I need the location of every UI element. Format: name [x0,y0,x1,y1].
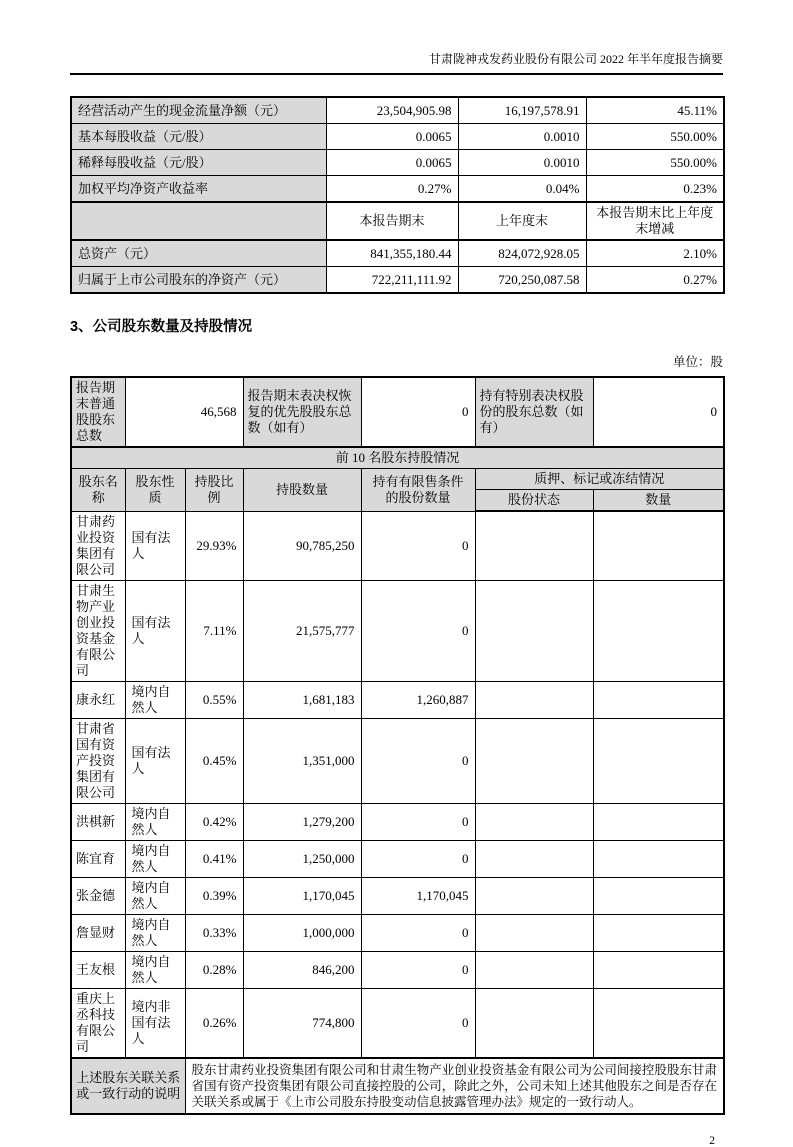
shareholder-row-5 [71,803,724,840]
shareholder-nature: 境内自然人 [125,803,185,840]
fin-current-value: 0.27% [326,176,458,203]
fin-current-value: 841,355,180.44 [326,240,458,267]
pledge-qty-cell [593,914,724,951]
shareholder-name: 洪棋新 [71,803,125,840]
fin-row-net-assets [71,267,724,294]
fin-prior-value: 0.0010 [458,124,586,150]
shareholder-restricted: 0 [361,511,475,580]
pledge-status-cell [475,511,593,580]
shareholder-restricted: 0 [361,840,475,877]
ordinary-shareholders-value: 46,568 [125,377,243,447]
shareholder-restricted: 0 [361,914,475,951]
shareholder-table [70,376,725,1115]
fin-period-header-row [71,202,724,240]
fin-prior-value: 824,072,928.05 [458,240,586,267]
fin-current-value: 722,211,111.92 [326,267,458,294]
fin-row-label: 归属于上市公司股东的净资产（元） [71,267,326,294]
shareholder-ratio: 0.45% [185,718,243,803]
fin-change-value: 0.23% [586,176,724,203]
pledge-status-cell [475,681,593,718]
shareholder-restricted: 0 [361,988,475,1058]
page-number: 2 [709,1134,715,1147]
top10-header-row [71,469,724,490]
preferred-shareholders-value: 0 [361,377,475,447]
shareholder-nature: 境内自然人 [125,840,185,877]
shareholder-row-2 [71,580,724,681]
shareholder-restricted: 0 [361,718,475,803]
shareholder-ratio: 0.42% [185,803,243,840]
shareholder-nature: 境内自然人 [125,951,185,988]
pledge-status-cell [475,877,593,914]
fin-row-basic-eps [71,124,724,150]
shareholder-ratio: 0.26% [185,988,243,1058]
shareholder-row-1 [71,511,724,580]
col-header-pledge-qty: 数量 [593,490,724,512]
shareholder-restricted: 0 [361,803,475,840]
col-header-name: 股东名称 [71,469,125,512]
shareholder-shares: 1,351,000 [243,718,361,803]
shareholder-ratio: 0.39% [185,877,243,914]
pledge-status-cell [475,840,593,877]
fin-row-roe [71,176,724,203]
fin-period-empty-cell [71,202,326,240]
shareholder-shares: 21,575,777 [243,580,361,681]
shareholder-nature: 国有法人 [125,580,185,681]
fin-current-value: 23,504,905.98 [326,97,458,124]
relationship-note-text: 股东甘肃药业投资集团有限公司和甘肃生物产业创业投资基金有限公司为公司间接控股股东甘肃省国有资产投资集团有限公司直接控股的公司，除此之外，公司未知上述其他股东之间是否存在关联关系或属于《上市公司股东持股变动信息披露管理办法》规定的一致行动人。 [185,1058,724,1114]
col-header-pledge-status: 股份状态 [475,490,593,512]
unit-label: 单位：股 [672,355,723,369]
pledge-status-cell [475,988,593,1058]
ordinary-shareholders-label: 报告期末普通股股东总数 [71,377,125,447]
shareholder-ratio: 0.55% [185,681,243,718]
fin-row-label: 总资产（元） [71,240,326,267]
pledge-qty-cell [593,951,724,988]
shareholder-name: 甘肃生物产业创业投资基金有限公司 [71,580,125,681]
shareholder-name: 甘肃省国有资产投资集团有限公司 [71,718,125,803]
pledge-qty-cell [593,877,724,914]
relationship-note-label: 上述股东关联关系或一致行动的说明 [71,1058,185,1114]
shareholder-ratio: 0.41% [185,840,243,877]
pledge-status-cell [475,718,593,803]
fin-change-value: 550.00% [586,124,724,150]
fin-row-label: 经营活动产生的现金流量净额（元） [71,97,326,124]
preferred-shareholders-label: 报告期末表决权恢复的优先股股东总数（如有） [243,377,361,447]
shareholder-name: 康永红 [71,681,125,718]
fin-current-value: 0.0065 [326,150,458,176]
shareholder-nature: 境内自然人 [125,877,185,914]
fin-current-value: 0.0065 [326,124,458,150]
shareholder-row-6 [71,840,724,877]
shareholder-nature: 国有法人 [125,718,185,803]
shareholder-name: 王友根 [71,951,125,988]
top10-title: 前 10 名股东持股情况 [71,447,724,469]
shareholder-name: 甘肃药业投资集团有限公司 [71,511,125,580]
fin-change-value: 2.10% [586,240,724,267]
fin-row-total-assets [71,240,724,267]
shareholder-restricted: 0 [361,580,475,681]
shareholder-row-4 [71,718,724,803]
shareholder-shares: 1,170,045 [243,877,361,914]
pledge-qty-cell [593,681,724,718]
pledge-status-cell [475,803,593,840]
shareholder-nature: 国有法人 [125,511,185,580]
pledge-qty-cell [593,803,724,840]
fin-prior-value: 0.04% [458,176,586,203]
shareholder-name: 詹显财 [71,914,125,951]
col-header-ratio: 持股比例 [185,469,243,512]
shareholder-ratio: 0.33% [185,914,243,951]
col-header-shares: 持股数量 [243,469,361,512]
shareholder-name: 陈宜育 [71,840,125,877]
shareholder-shares: 846,200 [243,951,361,988]
fin-prior-value: 16,197,578.91 [458,97,586,124]
top10-title-row [71,447,724,469]
col-header-restricted: 持有有限售条件的股份数量 [361,469,475,512]
fin-prior-value: 0.0010 [458,150,586,176]
fin-period-change-header: 本报告期末比上年度末增减 [586,202,724,240]
shareholder-nature: 境内自然人 [125,914,185,951]
fin-row-label: 稀释每股收益（元/股） [71,150,326,176]
shareholder-shares: 774,800 [243,988,361,1058]
pledge-qty-cell [593,580,724,681]
relationship-note-row [71,1058,724,1114]
shareholder-shares: 90,785,250 [243,511,361,580]
shareholder-ratio: 29.93% [185,511,243,580]
report-header-title: 甘肃陇神戎发药业股份有限公司 2022 年半年度报告摘要 [428,52,723,66]
fin-period-prior-header: 上年度末 [458,202,586,240]
special-voting-label: 持有特别表决权股份的股东总数（如有） [475,377,593,447]
col-header-pledge: 质押、标记或冻结情况 [475,469,724,490]
pledge-status-cell [475,580,593,681]
shareholder-summary-row [71,377,724,447]
pledge-qty-cell [593,718,724,803]
shareholder-shares: 1,250,000 [243,840,361,877]
shareholder-restricted: 0 [361,951,475,988]
fin-row-label: 基本每股收益（元/股） [71,124,326,150]
page-content [70,0,723,1147]
fin-change-value: 45.11% [586,97,724,124]
shareholder-row-3 [71,681,724,718]
shareholder-ratio: 7.11% [185,580,243,681]
shareholder-row-8 [71,914,724,951]
fin-change-value: 550.00% [586,150,724,176]
pledge-qty-cell [593,988,724,1058]
shareholder-restricted: 1,260,887 [361,681,475,718]
header-rule [70,73,723,75]
fin-row-label: 加权平均净资产收益率 [71,176,326,203]
shareholder-shares: 1,279,200 [243,803,361,840]
pledge-qty-cell [593,511,724,580]
shareholder-nature: 境内非国有法人 [125,988,185,1058]
shareholder-row-9 [71,951,724,988]
pledge-status-cell [475,951,593,988]
special-voting-value: 0 [593,377,724,447]
financial-summary-table [70,96,725,294]
pledge-qty-cell [593,840,724,877]
fin-row-cashflow [71,97,724,124]
fin-prior-value: 720,250,087.58 [458,267,586,294]
shareholder-ratio: 0.28% [185,951,243,988]
shareholder-name: 张金德 [71,877,125,914]
shareholder-restricted: 1,170,045 [361,877,475,914]
fin-period-current-header: 本报告期末 [326,202,458,240]
shareholder-row-10 [71,988,724,1058]
shareholder-shares: 1,000,000 [243,914,361,951]
shareholder-shares: 1,681,183 [243,681,361,718]
shareholder-name: 重庆上丞科技有限公司 [71,988,125,1058]
shareholder-nature: 境内自然人 [125,681,185,718]
fin-row-diluted-eps [71,150,724,176]
col-header-nature: 股东性质 [125,469,185,512]
shareholder-row-7 [71,877,724,914]
section-heading: 3、公司股东数量及持股情况 [70,319,253,335]
pledge-status-cell [475,914,593,951]
fin-change-value: 0.27% [586,267,724,294]
